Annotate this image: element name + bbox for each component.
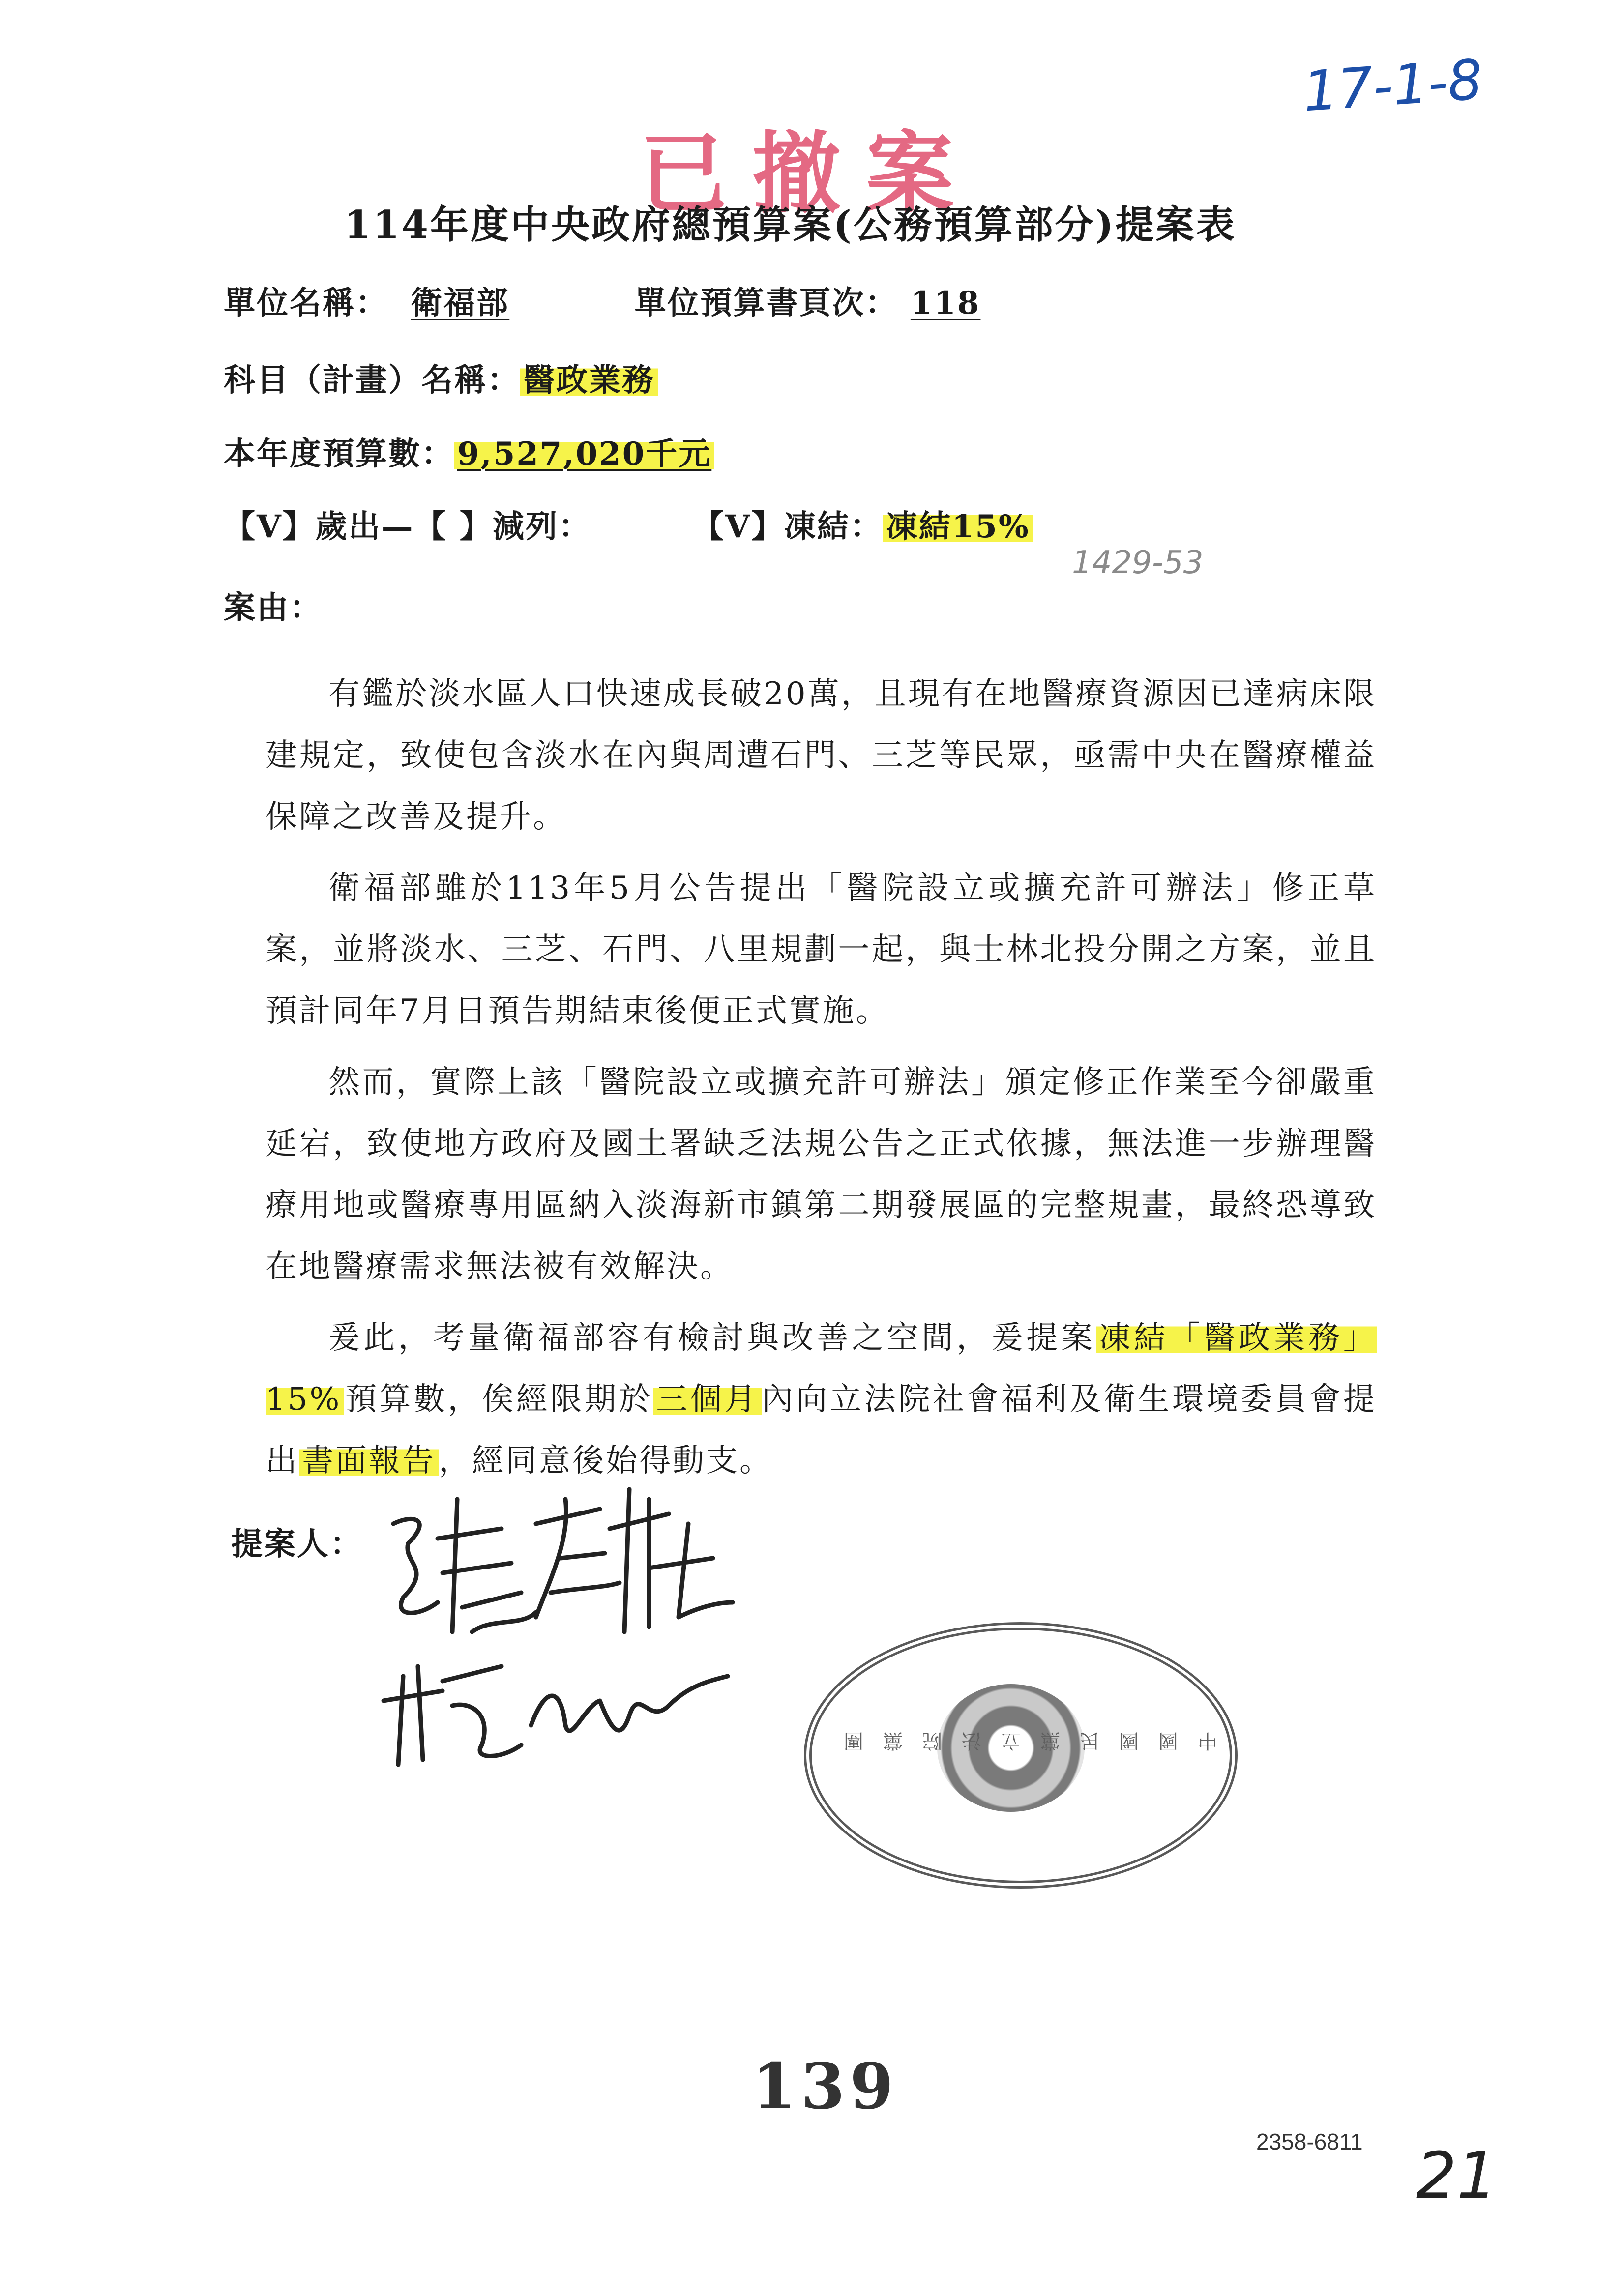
- phone-number: 2358-6811: [1256, 2129, 1363, 2154]
- reason-body: [266, 664, 1377, 1492]
- unit-label: 單位名稱：: [224, 285, 388, 321]
- p4-text-b: 預算數，俟經限期於: [344, 1381, 653, 1418]
- p4-text-c: 內向立法院社會福利及衛生環境委員會提出: [266, 1381, 1377, 1479]
- reason-paragraph-2: 衛福部雖於113年5月公告提出「醫院設立或擴充許可辦法」修正草案，並將淡水、三芝、石門、八里規劃一起，與士林北投分開之方案，並且預計同年7月日預告期結束後便正式實施。: [266, 870, 1377, 1029]
- unit-page-label: 單位預算書頁次：: [634, 285, 898, 321]
- reason-paragraph-1: 有鑑於淡水區人口快速成長破20萬，且現有在地醫療資源因已達病床限建規定，致使包含淡水在內與周遭石門、三芝等民眾，亟需中央在醫療權益保障之改善及提升。: [266, 676, 1377, 835]
- p4-text-d: ，經同意後始得動支。: [439, 1443, 773, 1479]
- p4-highlight-report: 書面報告: [299, 1443, 439, 1479]
- p4-text-a: 爰此，考量衛福部容有檢討與改善之空間，爰提案: [328, 1320, 1096, 1356]
- p4-highlight-period: 三個月: [653, 1381, 762, 1418]
- reason-paragraph-4: [266, 1308, 1377, 1492]
- action-line: [224, 501, 1033, 547]
- corner-handwritten-mark: 21: [1416, 2138, 1498, 2213]
- reason-label: 案由：: [224, 589, 323, 626]
- handwritten-date: 17-1-8: [1300, 48, 1485, 124]
- budget-label: 本年度預算數：: [224, 436, 454, 472]
- withdrawn-stamp: 已撤案: [639, 123, 979, 226]
- pencil-note: 1429-53: [1072, 545, 1204, 581]
- unit-value: 衛福部: [411, 285, 510, 321]
- seal-text: 中國國民黨立法院黨團: [824, 1729, 1217, 1752]
- unit-page-value: 118: [910, 285, 981, 321]
- proposer-label: 提案人：: [231, 1526, 363, 1563]
- p4-highlight-freeze: 凍結「醫政業務」15%: [266, 1320, 1377, 1418]
- handwritten-signatures: [374, 1470, 816, 1774]
- unit-line: [224, 278, 980, 323]
- page-title: 114年度中央政府總預算案(公務預算部分)提案表: [344, 203, 1237, 247]
- subject-value: 醫政業務: [520, 362, 658, 399]
- budget-value: 9,527,020千元: [454, 436, 714, 472]
- page-number: 139: [752, 2050, 899, 2123]
- subject-line: [224, 355, 658, 400]
- budget-line: [224, 429, 714, 474]
- action-expense: 【V】歲出—【 】減列：: [224, 508, 591, 545]
- action-freeze-label: 【V】凍結：: [692, 508, 883, 545]
- action-freeze-value: 凍結15%: [883, 508, 1033, 545]
- subject-label: 科目（計畫）名稱：: [224, 362, 520, 399]
- reason-paragraph-3: 然而，實際上該「醫院設立或擴充許可辦法」頒定修正作業至今卻嚴重延宕，致使地方政府及國土署缺乏法規公告之正式依據，無法進一步辦理醫療用地或醫療專用區納入淡海新市鎮第二期發展區的完整規畫，最終恐導致在地醫療需求無法被有效解決。: [266, 1064, 1377, 1285]
- party-seal: [804, 1622, 1238, 1889]
